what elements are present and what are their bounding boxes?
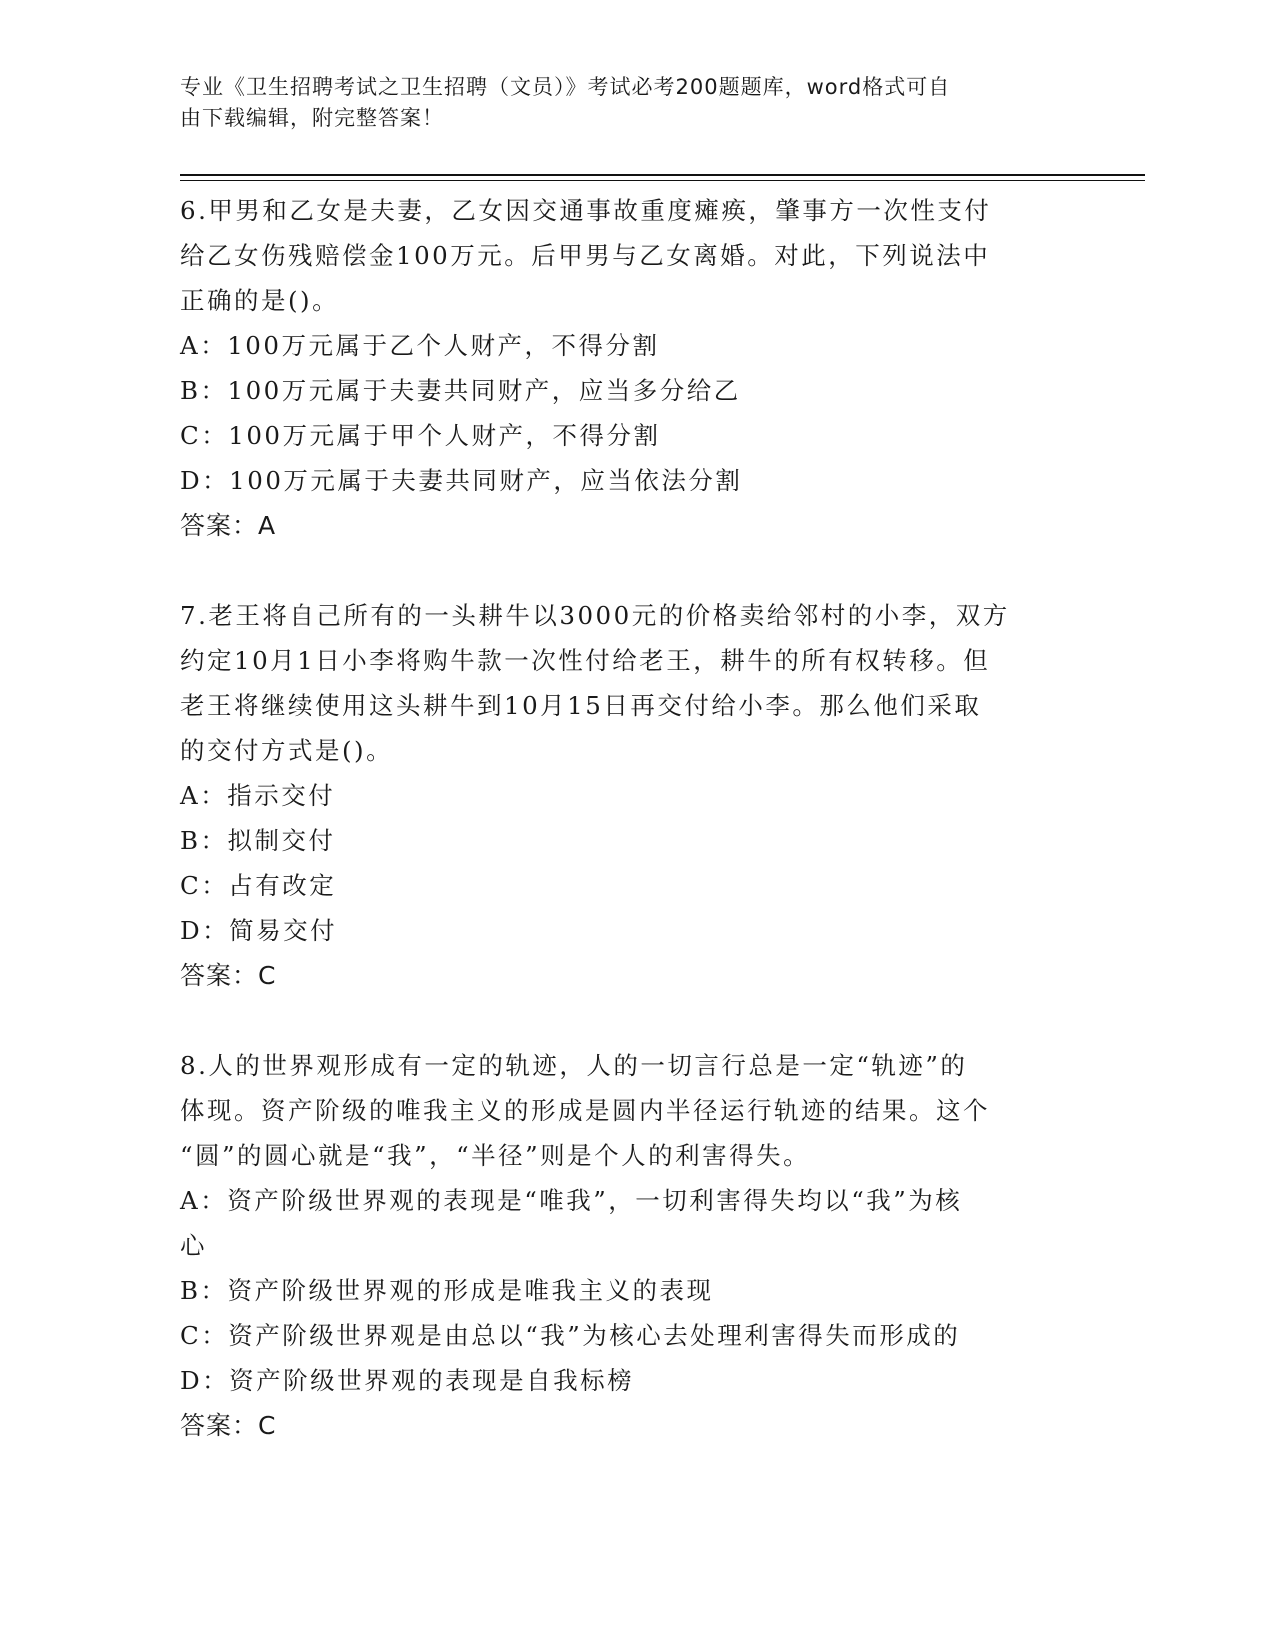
question-stem-line: 6.甲男和乙女是夫妻，乙女因交通事故重度瘫痪，肇事方一次性支付 <box>180 196 992 225</box>
question-stem-line: 的交付方式是()。 <box>180 736 394 765</box>
answer-option: D：100万元属于夫妻共同财产，应当依法分割 <box>180 466 743 495</box>
header-line-2: 由下载编辑，附完整答案！ <box>180 106 444 130</box>
question-stem-line: 7.老王将自己所有的一头耕牛以3000元的价格卖给邻村的小李，双方 <box>180 601 1010 630</box>
answer-option: D：资产阶级世界观的表现是自我标榜 <box>180 1366 635 1395</box>
answer-option: D：简易交付 <box>180 916 338 945</box>
answer-option: C：占有改定 <box>180 871 337 900</box>
answer-key: 答案：C <box>180 1411 277 1440</box>
question-block <box>180 188 1080 548</box>
question-stem-line: 8.人的世界观形成有一定的轨迹，人的一切言行总是一定“轨迹”的 <box>180 1051 968 1080</box>
answer-option: A：资产阶级世界观的表现是“唯我”，一切利害得失均以“我”为核 <box>180 1186 963 1215</box>
question-stem-line: “圆”的圆心就是“我”，“半径”则是个人的利害得失。 <box>180 1141 811 1170</box>
answer-option: C：资产阶级世界观是由总以“我”为核心去处理利害得失而形成的 <box>180 1321 961 1350</box>
answer-option: A：指示交付 <box>180 781 336 810</box>
answer-key: 答案：C <box>180 961 277 990</box>
answer-option: B：100万元属于夫妻共同财产，应当多分给乙 <box>180 376 741 405</box>
question-block <box>180 593 1080 998</box>
question-stem-line: 约定10月1日小李将购牛款一次性付给老王，耕牛的所有权转移。但 <box>180 646 991 675</box>
question-stem-line: 给乙女伤残赔偿金100万元。后甲男与乙女离婚。对此，下列说法中 <box>180 241 991 270</box>
question-stem-line: 体现。资产阶级的唯我主义的形成是圆内半径运行轨迹的结果。这个 <box>180 1096 990 1125</box>
answer-option: B：资产阶级世界观的形成是唯我主义的表现 <box>180 1276 714 1305</box>
answer-option: A：100万元属于乙个人财产，不得分割 <box>180 331 660 360</box>
answer-option: C：100万元属于甲个人财产，不得分割 <box>180 421 661 450</box>
question-stem-line: 正确的是()。 <box>180 286 340 315</box>
question-stem-line: 老王将继续使用这头耕牛到10月15日再交付给小李。那么他们采取 <box>180 691 982 720</box>
answer-option: B：拟制交付 <box>180 826 336 855</box>
answer-key: 答案：A <box>180 511 277 540</box>
header-divider-thick <box>180 174 1145 176</box>
question-list <box>180 188 1080 1493</box>
document-header <box>180 72 1060 134</box>
question-block <box>180 1043 1080 1448</box>
header-divider-thin <box>180 180 1145 181</box>
header-line-1: 专业《卫生招聘考试之卫生招聘（文员）》考试必考200题题库，word格式可自 <box>180 75 951 99</box>
answer-option: 心 <box>180 1231 207 1260</box>
